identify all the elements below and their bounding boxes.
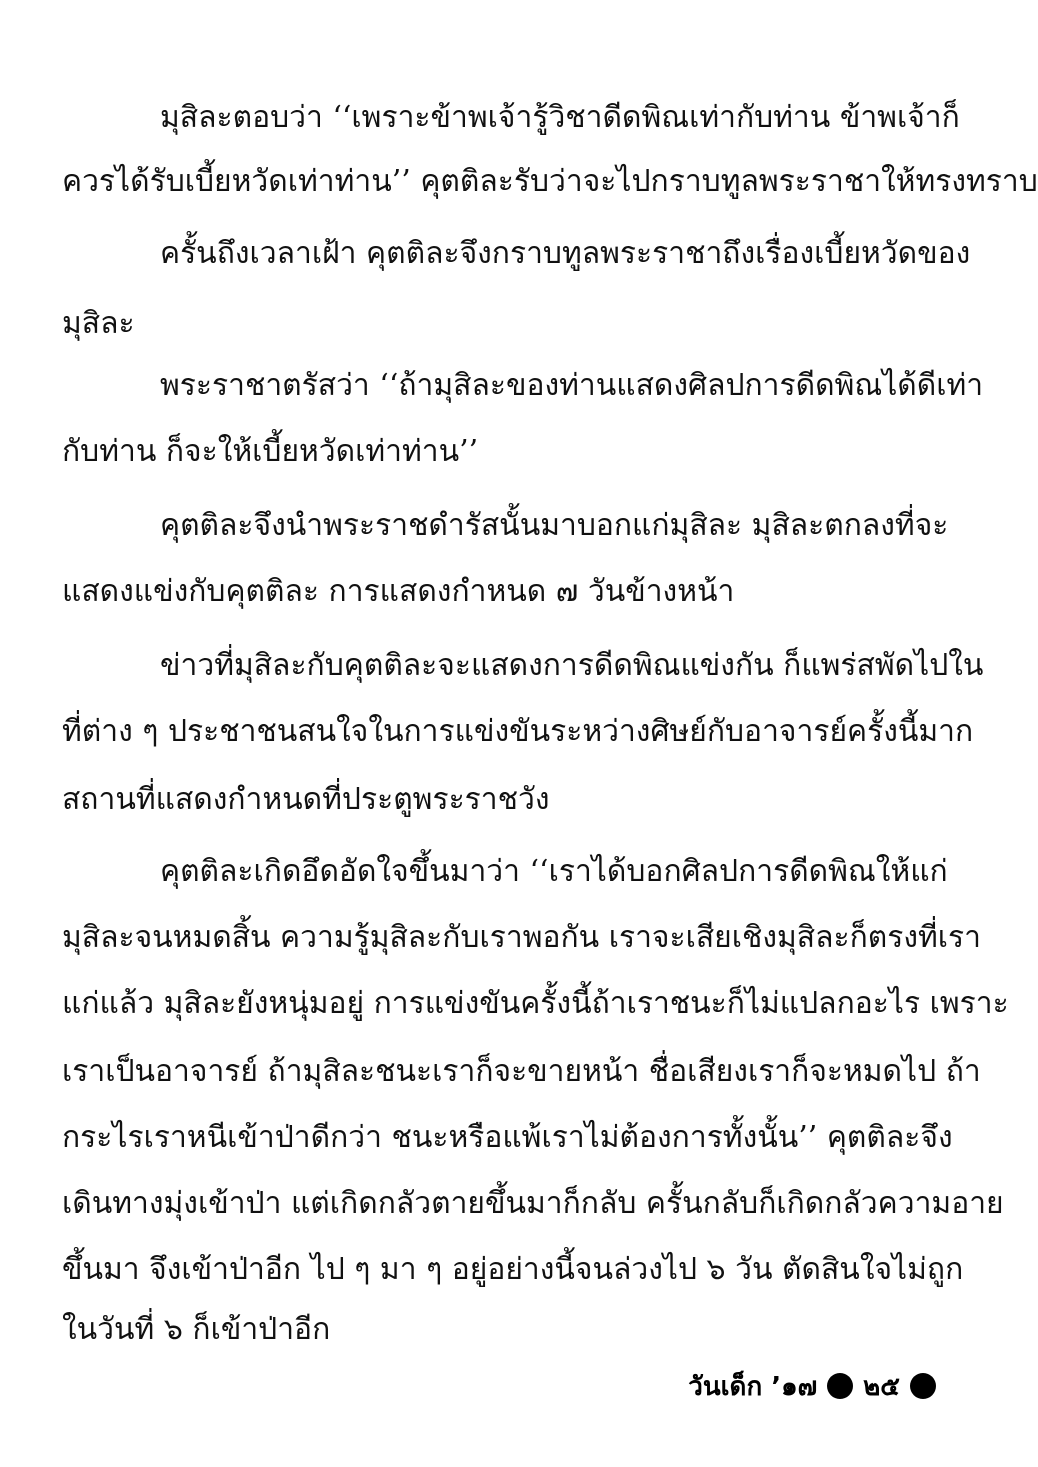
body-line-13: มุสิละจนหมดสิ้น ความรู้มุสิละกับเราพอกัน เราจะเสียเชิงมุสิละก็ตรงที่เรา xyxy=(62,920,981,955)
body-line-14: แก่แล้ว มุสิละยังหนุ่มอยู่ การแข่งขันครั้งนี้ถ้าเราชนะก็ไม่แปลกอะไร เพราะ xyxy=(62,986,1009,1021)
page-number: ๒๕ xyxy=(863,1371,900,1402)
body-line-9: ข่าวที่มุสิละกับคุตติละจะแสดงการดีดพิณแข่งกัน ก็แพร่สพัดไปใน xyxy=(160,648,984,683)
body-line-10: ที่ต่าง ๆ ประชาชนสนใจในการแข่งขันระหว่างศิษย์กับอาจารย์ครั้งนี้มาก xyxy=(62,714,974,749)
body-line-16: กระไรเราหนีเข้าป่าดีกว่า ชนะหรือแพ้เราไม่ต้องการทั้งนั้น’’ คุตติละจึง xyxy=(62,1120,953,1155)
bullet-dot-icon xyxy=(827,1373,853,1399)
publication-label: วันเด็ก ’๑๗ xyxy=(688,1371,818,1402)
body-line-7: คุตติละจึงนำพระราชดำรัสนั้นมาบอกแก่มุสิละ มุสิละตกลงที่จะ xyxy=(160,508,949,543)
body-line-18: ขึ้นมา จึงเข้าป่าอีก ไป ๆ มา ๆ อยู่อย่างนี้จนล่วงไป ๖ วัน ตัดสินใจไม่ถูก xyxy=(62,1252,964,1287)
body-line-8: แสดงแข่งกับคุตติละ การแสดงกำหนด ๗ วันข้างหน้า xyxy=(62,574,735,609)
body-line-1: มุสิละตอบว่า ‘‘เพราะข้าพเจ้ารู้วิชาดีดพิณเท่ากับท่าน ข้าพเจ้าก็ xyxy=(160,100,960,135)
body-line-19: ในวันที่ ๖ ก็เข้าป่าอีก xyxy=(62,1312,331,1347)
body-line-17: เดินทางมุ่งเข้าป่า แต่เกิดกลัวตายขึ้นมาก็กลับ ครั้นกลับก็เกิดกลัวความอาย xyxy=(62,1186,1004,1221)
body-line-3: ครั้นถึงเวลาเฝ้า คุตติละจึงกราบทูลพระราชาถึงเรื่องเบี้ยหวัดของ xyxy=(160,236,971,271)
body-line-15: เราเป็นอาจารย์ ถ้ามุสิละชนะเราก็จะขายหน้า ชื่อเสียงเราก็จะหมดไป ถ้า xyxy=(62,1054,981,1089)
body-line-11: สถานที่แสดงกำหนดที่ประตูพระราชวัง xyxy=(62,782,550,817)
page-footer xyxy=(688,1366,936,1406)
body-line-2: ควรได้รับเบี้ยหวัดเท่าท่าน’’ คุตติละรับว่าจะไปกราบทูลพระราชาให้ทรงทราบ xyxy=(62,164,1038,199)
body-line-4: มุสิละ xyxy=(62,306,135,341)
body-line-12: คุตติละเกิดอึดอัดใจขึ้นมาว่า ‘‘เราได้บอกศิลปการดีดพิณให้แก่ xyxy=(160,854,948,889)
bullet-dot-icon xyxy=(910,1373,936,1399)
body-line-5: พระราชาตรัสว่า ‘‘ถ้ามุสิละของท่านแสดงศิลปการดีดพิณได้ดีเท่า xyxy=(160,368,984,403)
body-line-6: กับท่าน ก็จะให้เบี้ยหวัดเท่าท่าน’’ xyxy=(62,434,479,469)
